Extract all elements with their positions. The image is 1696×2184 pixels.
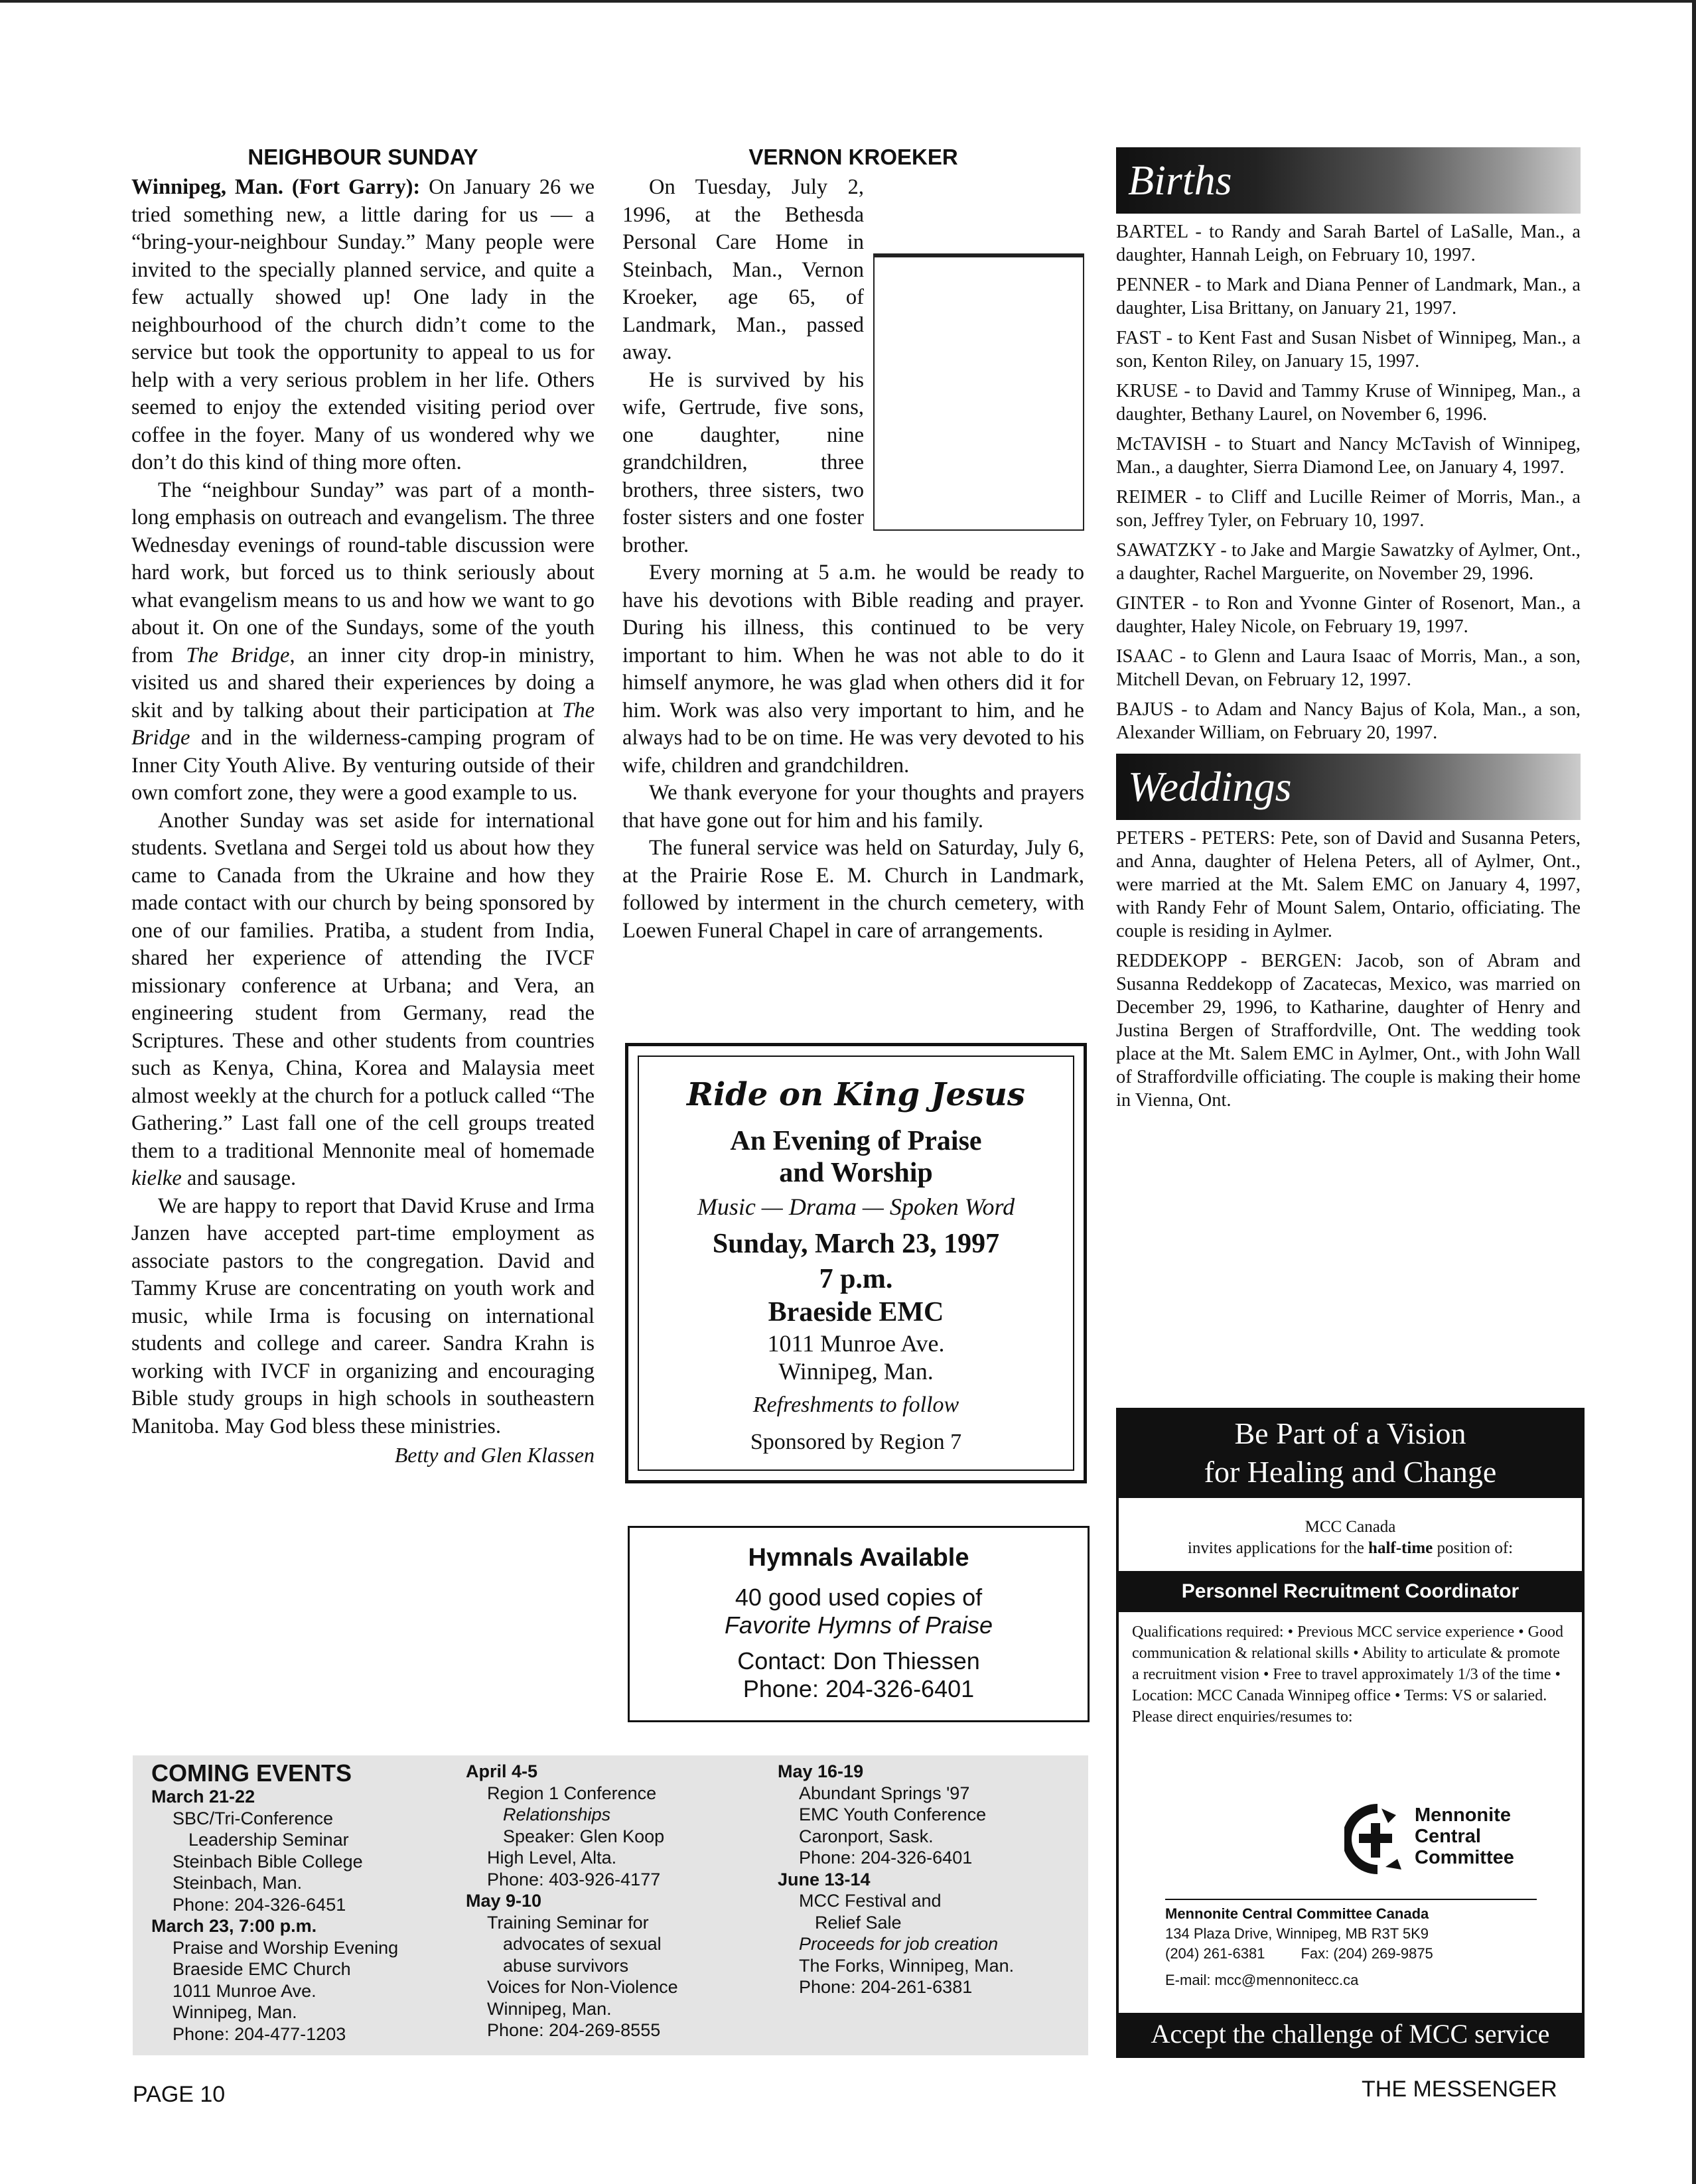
event-detail: EMC Youth Conference — [799, 1805, 987, 1824]
mcc-logo-text: Mennonite — [1415, 1805, 1511, 1826]
ad-subtitle: and Worship — [779, 1158, 933, 1188]
mcc-recruitment-ad — [1116, 1408, 1585, 2058]
event-date: March 23, 7:00 p.m. — [151, 1916, 317, 1936]
event-detail: Region 1 Conference — [487, 1783, 657, 1803]
event-detail: Abundant Springs '97 — [799, 1783, 970, 1803]
hymnals-contact: Contact: Don Thiessen — [737, 1647, 980, 1674]
article-paragraph: Winnipeg, Man. (Fort Garry): On January 26 we tried something new, a little daring for us — a “bring-your-neighbour Sunday.” Many people were invited to the specially planned service, and quite a few actually showed up! One lady in the neighbourhood of the church didn’t come to the service but took the opportunity to appeal to us for help with a very serious problem in her life. Others seemed to enjoy the extended visiting period over coffee in the foyer. Many of us wondered why we don’t do this kind of thing more often. — [131, 175, 595, 474]
event-detail: Phone: 204-326-6451 — [173, 1894, 346, 1915]
events-title: COMING EVENTS — [151, 1759, 352, 1787]
mcc-position: Personnel Recruitment Coordinator — [1119, 1571, 1582, 1612]
event-detail: Caronport, Sask. — [799, 1826, 934, 1846]
publication-name: THE MESSENGER — [1362, 2077, 1557, 2102]
hymnals-phone: Phone: 204-326-6401 — [742, 1675, 975, 1702]
weddings-list — [1116, 827, 1581, 1112]
hymnals-title: Hymnals Available — [748, 1544, 969, 1572]
event-detail: Phone: 204-477-1203 — [173, 2023, 346, 2044]
event-detail: Relationships — [503, 1805, 611, 1824]
ad-refreshments: Refreshments to follow — [752, 1393, 959, 1417]
page-border-top — [0, 0, 1696, 3]
event-detail: Winnipeg, Man. — [487, 1998, 612, 2019]
events-column — [151, 1761, 443, 2045]
event-detail: Phone: 204-326-6401 — [799, 1848, 973, 1868]
dateline: Winnipeg, Man. (Fort Garry): — [131, 175, 421, 199]
article-paragraph: On Tuesday, July 2, 1996, at the Bethesda Personal Care Home in Steinbach, Man., Vernon Kroeker, age 65, of Landmark, Man., passed away. — [622, 175, 864, 364]
ad-city: Winnipeg, Man. — [778, 1358, 934, 1385]
mcc-org: MCC Canada — [1305, 1518, 1396, 1536]
birth-announcement: BARTEL - to Randy and Sarah Bartel of LaSalle, Man., a daughter, Hannah Leigh, on February 10, 1997. — [1116, 222, 1581, 265]
event-detail: Speaker: Glen Koop — [503, 1826, 665, 1846]
wedding-announcement: PETERS - PETERS: Pete, son of David and Susanna Peters, and Anna, daughter of Helena Peters, all of Aylmer, Ont., were married at the Mt. Salem EMC on January 4, 1997, with Randy Fehr of Mount Salem, Ontario, officiating. The couple is residing in Aylmer. — [1116, 828, 1581, 941]
births-banner: Births — [1116, 147, 1581, 214]
ad-sponsor: Sponsored by Region 7 — [750, 1430, 962, 1454]
mcc-email: E-mail: mcc@mennonitecc.ca — [1165, 1972, 1359, 1988]
mcc-address: 134 Plaza Drive, Winnipeg, MB R3T 5K9 — [1165, 1925, 1429, 1942]
events-column — [466, 1761, 758, 2041]
mcc-qualifications: Qualifications required: • Previous MCC service experience • Good communication & relational skills • Ability to articulate & promote a recruitment vision • Free to travel approximately 1/3 of the time • Location: MCC Canada Winnipeg office • Terms: VS or salaried. Please direct enquiries/resumes to: — [1132, 1623, 1563, 1726]
event-detail: Relief Sale — [815, 1912, 902, 1933]
mcc-address-block — [1165, 1904, 1433, 1990]
event-detail: SBC/Tri-Conference — [173, 1808, 334, 1828]
ad-time: 7 p.m. — [819, 1264, 893, 1294]
mcc-cross-icon — [1344, 1803, 1407, 1876]
article-paragraph: The “neighbour Sunday” was part of a month-long emphasis on outreach and evangelism. The three Wednesday evenings of round-table discussion were hard work, but forced us to think seriously about what evangelism means to us and how we want to go about it. On one of the Sundays, some of the youth from The Bridge, an inner city drop-in ministry, visited us and shared their experiences by doing a skit and by talking about their participation at The Bridge and in the wilderness-camping program of Inner City Youth Alive. By venturing outside of their own comfort zone, they were a good example to us. — [131, 478, 595, 805]
ad-inner-frame — [638, 1056, 1074, 1471]
event-date: June 13-14 — [778, 1869, 871, 1889]
ad-subtitle: An Evening of Praise — [730, 1126, 982, 1156]
birth-announcement: FAST - to Kent Fast and Susan Nisbet of Winnipeg, Man., a son, Kenton Riley, on January 15, 1997. — [1116, 328, 1581, 372]
page-number: PAGE 10 — [133, 2082, 226, 2107]
mcc-headline: Be Part of a Vision for Healing and Change — [1119, 1410, 1582, 1498]
event-detail: Steinbach Bible College — [173, 1851, 363, 1872]
birth-announcement: ISAAC - to Glenn and Laura Isaac of Morris, Man., a son, Mitchell Devan, on February 12, 1997. — [1116, 646, 1581, 690]
article-headline: NEIGHBOUR SUNDAY — [247, 145, 478, 169]
article-paragraph: We thank everyone for your thoughts and prayers that have gone out for him and his family. — [622, 781, 1084, 833]
ad-title: Ride on King Jesus — [687, 1076, 1025, 1113]
mcc-logo-text: Committee — [1415, 1847, 1514, 1868]
coming-events-box — [133, 1755, 1088, 2055]
article-paragraph: The funeral service was held on Saturday, July 6, at the Prairie Rose E. M. Church in Landmark, followed by interment in the church cemetery, with Loewen Funeral Chapel in care of arrangements. — [622, 836, 1084, 943]
event-detail: Winnipeg, Man. — [173, 2002, 297, 2022]
article-signature: Betty and Glen Klassen — [394, 1443, 595, 1467]
article-paragraph: Every morning at 5 a.m. he would be ready to have his devotions with Bible reading and prayer. During his illness, this continued to be very important to him. When he was not able to do it himself anymore, he was glad when others did it for him. Work was also very important to him, and he always had to be on time. He was very devoted to his wife, children and grandchildren. — [622, 561, 1084, 778]
event-detail: MCC Festival and — [799, 1891, 942, 1911]
event-detail: Training Seminar for — [487, 1912, 649, 1933]
birth-announcement: SAWATZKY - to Jake and Margie Sawatzky of Aylmer, Ont., a daughter, Rachel Marguerite, on November 29, 1996. — [1116, 540, 1581, 584]
event-detail: Voices for Non-Violence — [487, 1977, 678, 1997]
neighbour-sunday-article — [131, 145, 595, 1467]
births-list — [1116, 220, 1581, 744]
event-date: March 21-22 — [151, 1787, 255, 1807]
event-date: May 9-10 — [466, 1891, 542, 1911]
event-detail: Leadership Seminar — [188, 1830, 349, 1850]
wedding-announcement: REDDEKOPP - BERGEN: Jacob, son of Abram and Susanna Reddekopp of Zacatecas, Mexico, was married on December 29, 1996, to Katharine, daughter of Henry and Justina Bergen of Straffordville, Ont. The wedding took place at the Mt. Salem EMC in Aylmer, Ont., with John Wall of Straffordville officiating. The couple is making their home in Vienna, Ont. — [1116, 951, 1581, 1111]
divider — [1165, 1899, 1537, 1900]
ad-address: 1011 Munroe Ave. — [767, 1330, 945, 1357]
event-detail: Phone: 204-261-6381 — [799, 1977, 973, 1997]
ad-date: Sunday, March 23, 1997 — [712, 1229, 1000, 1259]
event-detail: advocates of sexual — [503, 1934, 662, 1954]
article-paragraph: We are happy to report that David Kruse and Irma Janzen have accepted part-time employment as associate pastors to the congregation. David and Tammy Kruse are concentrating on youth work and music, while Irma is focusing on international students and college and career. Sandra Krahn is working with IVCF in organizing and encouraging Bible study groups in high schools in southeastern Manitoba. May God bless these ministries. — [131, 1194, 595, 1438]
page-border-right — [1692, 0, 1696, 2184]
article-paragraph: Another Sunday was set aside for international students. Svetlana and Sergei told us about how they came to Canada from the Ukraine and how they made contact with our church by being sponsored by one of our families. Pratiba, a student from India, shared her experience of attending the IVCF missionary conference at Urbana; and Vera, an engineering student from Germany, read the Scriptures. These and other students from countries such as Kenya, China, Korea and Malaysia meet almost weekly at the church for a potluck called “The Gathering.” Last fall one of the cell groups treated them to a traditional Mennonite meal of homemade kielke and sausage. — [131, 808, 595, 1190]
birth-announcement: McTAVISH - to Stuart and Nancy McTavish of Winnipeg, Man., a daughter, Sierra Diamond Lee, on January 4, 1997. — [1116, 434, 1581, 478]
event-date: May 16-19 — [778, 1761, 864, 1781]
event-detail: Phone: 204-269-8555 — [487, 2020, 661, 2040]
hymnals-line: 40 good used copies of — [735, 1584, 983, 1611]
hymnals-book: Favorite Hymns of Praise — [724, 1611, 993, 1639]
event-detail: Braeside EMC Church — [173, 1959, 351, 1979]
birth-announcement: BAJUS - to Adam and Nancy Bajus of Kola, Man., a son, Alexander William, on February 20, 1997. — [1116, 699, 1581, 743]
obituary-article — [622, 145, 1084, 945]
event-detail: High Level, Alta. — [487, 1848, 617, 1868]
birth-announcement: REIMER - to Cliff and Lucille Reimer of Morris, Man., a son, Jeffrey Tyler, on February 10, 1997. — [1116, 487, 1581, 531]
mcc-logo-text: Central — [1415, 1826, 1481, 1847]
event-date: April 4-5 — [466, 1761, 538, 1781]
article-headline: VERNON KROEKER — [748, 145, 958, 169]
ad-program: Music — Drama — Spoken Word — [697, 1194, 1015, 1220]
ride-on-king-jesus-ad — [625, 1043, 1087, 1483]
weddings-banner: Weddings — [1116, 754, 1581, 820]
mcc-logo — [1344, 1803, 1557, 1876]
birth-announcement: GINTER - to Ron and Yvonne Ginter of Rosenort, Man., a daughter, Haley Nicole, on February 19, 1997. — [1116, 593, 1581, 637]
event-detail: Phone: 403-926-4177 — [487, 1869, 661, 1889]
event-detail: abuse survivors — [503, 1955, 629, 1976]
mcc-address-name: Mennonite Central Committee Canada — [1165, 1905, 1429, 1922]
mcc-invites: invites applications for the half-time position of: — [1187, 1539, 1514, 1557]
event-detail: 1011 Munroe Ave. — [173, 1980, 317, 2001]
ad-venue: Braeside EMC — [768, 1297, 944, 1328]
photo-placeholder — [873, 253, 1084, 531]
event-detail: The Forks, Winnipeg, Man. — [799, 1955, 1015, 1976]
event-detail: Proceeds for job creation — [799, 1934, 999, 1954]
mcc-footer: Accept the challenge of MCC service — [1119, 2013, 1582, 2055]
event-detail: Praise and Worship Evening — [173, 1937, 399, 1958]
hymnals-notice — [628, 1526, 1090, 1722]
events-column — [778, 1761, 1070, 1998]
birth-announcement: PENNER - to Mark and Diana Penner of Landmark, Man., a daughter, Lisa Brittany, on January 21, 1997. — [1116, 275, 1581, 318]
event-detail: Steinbach, Man. — [173, 1873, 303, 1893]
birth-announcement: KRUSE - to David and Tammy Kruse of Winnipeg, Man., a daughter, Bethany Laurel, on November 6, 1996. — [1116, 381, 1581, 425]
announcements-column — [1116, 147, 1581, 1112]
mcc-phone-row: (204) 261-6381 Fax: (204) 269-9875 — [1165, 1945, 1433, 1962]
article-paragraph: He is survived by his wife, Gertrude, five sons, one daughter, nine grandchildren, three brothers, three sisters, two foster sisters and one foster brother. — [622, 368, 864, 557]
